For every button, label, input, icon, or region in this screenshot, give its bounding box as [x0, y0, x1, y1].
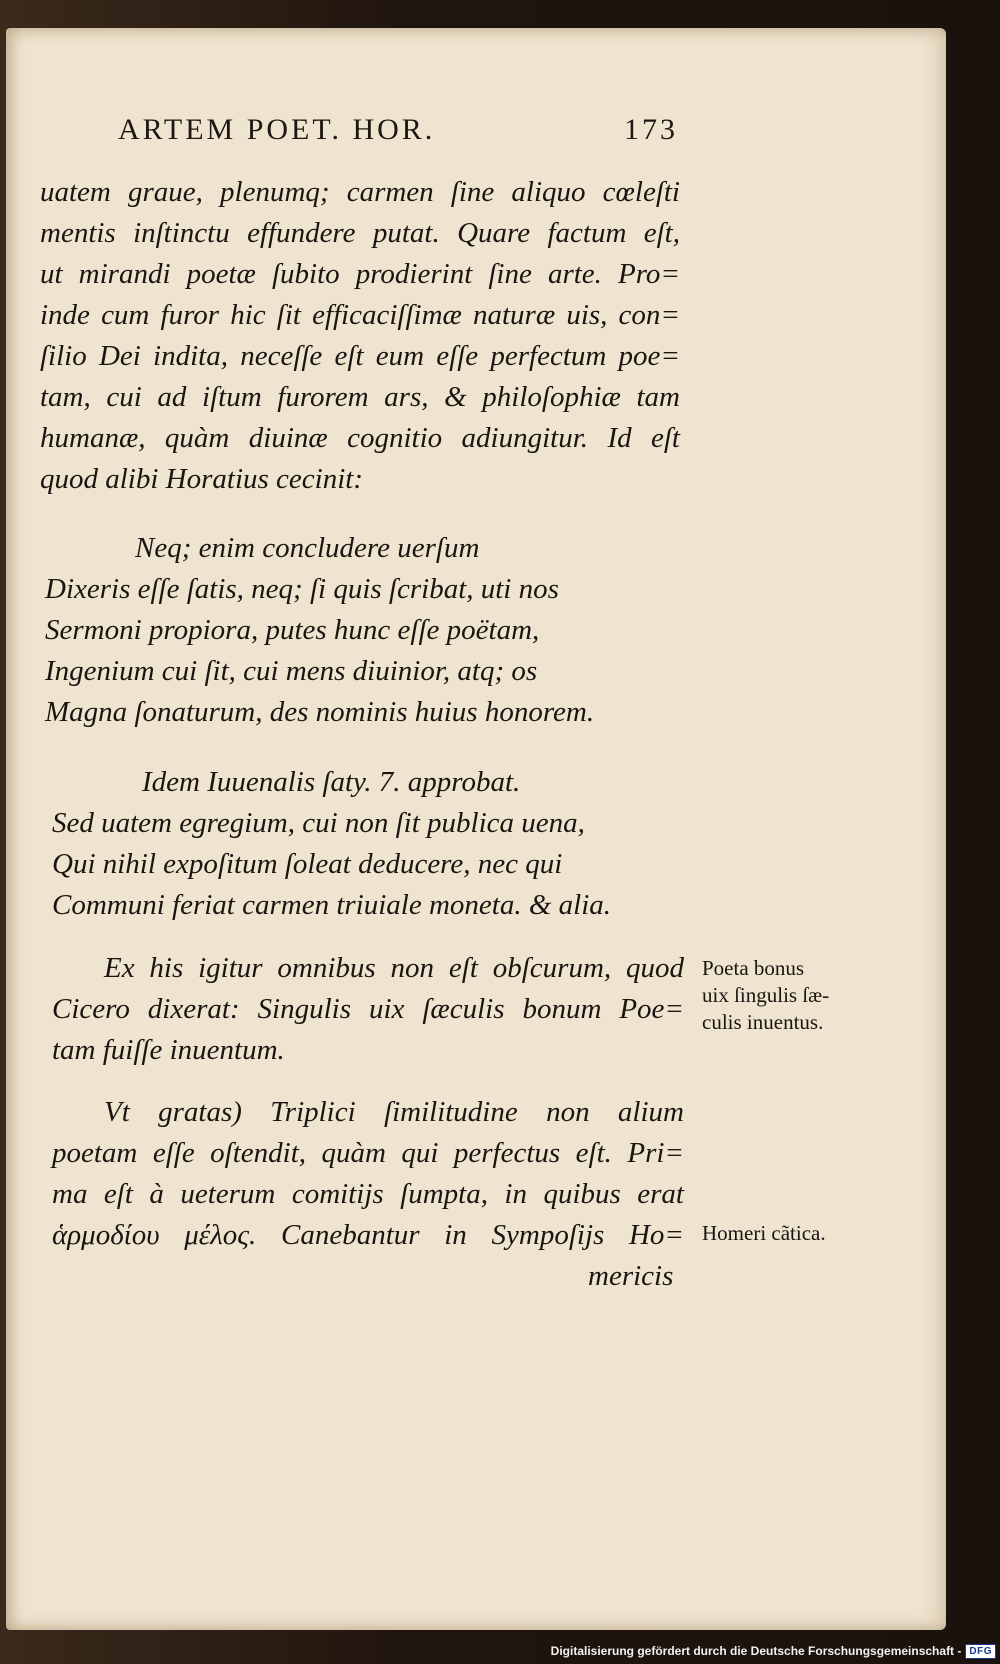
digitization-footer [551, 1642, 996, 1660]
margin-note-line: Homeri cãtica. [702, 1221, 826, 1245]
text-line: ἁρμοδίου μέλος. Canebantur in Sympoſijs Ho= [52, 1219, 684, 1251]
footer-credit: Digitalisierung gefördert durch die Deutsche Forschungsgemeinschaft - [550, 1644, 962, 1658]
verse-line: Qui nihil expoſitum ſoleat deducere, nec qui [52, 848, 563, 880]
text-line: tam, cui ad iſtum furorem ars, & philoſophiæ tam [40, 381, 680, 413]
text-line: Vt gratas) Triplici ſimilitudine non alium [104, 1096, 684, 1128]
running-head-title: ARTEM POET. HOR. [118, 113, 436, 146]
text-line: mentis inſtinctu effundere putat. Quare factum eſt, [40, 217, 680, 249]
verse-quotation-horace [45, 528, 645, 733]
catchword: mericis [588, 1260, 674, 1292]
text-line: humanæ, quàm diuinæ cognitio adiungitur. Id eſt [40, 422, 680, 454]
text-line: ma eſt à ueterum comitijs ſumpta, in quibus erat [52, 1178, 684, 1210]
page-number: 173 [624, 113, 678, 146]
dfg-logo: DFG [965, 1644, 996, 1659]
text-line: Cicero dixerat: Singulis uix ſæculis bonum Poe= [52, 993, 684, 1025]
margin-note-line: culis inuentus. [702, 1010, 824, 1034]
text-line: ſilio Dei indita, neceſſe eſt eum eſſe perfectum poe= [40, 340, 680, 372]
text-line: inde cum furor hic ſit efficaciſſimæ naturæ uis, con= [40, 299, 680, 331]
verse-line: Communi feriat carmen triuiale moneta. & alia. [52, 889, 612, 921]
verse-line: Magna ſonaturum, des nominis huius honorem. [45, 696, 595, 728]
text-line: poetam eſſe oſtendit, quàm qui perfectus eſt. Pri= [52, 1137, 684, 1169]
text-line: Ex his igitur omnibus non eſt obſcurum, quod [104, 952, 684, 984]
verse-line: Sed uatem egregium, cui non ſit publica uena, [52, 807, 585, 839]
verse-line: Sermoni propiora, putes hunc eſſe poëtam, [45, 614, 540, 646]
margin-note-line: Poeta bonus [702, 956, 805, 980]
text-line: uatem graue, plenumq; carmen ſine aliquo cœleſti [40, 176, 680, 208]
margin-note-line: uix ſingulis ſæ- [702, 983, 830, 1007]
margin-note-poeta-bonus [702, 955, 882, 1036]
verse-line: Ingenium cui ſit, cui mens diuinior, atq; os [45, 655, 538, 687]
paragraph-commentary-3 [52, 1092, 684, 1256]
text-line: ut mirandi poetæ ſubito prodierint ſine arte. Pro= [40, 258, 680, 290]
running-head [118, 108, 678, 152]
verse-quotation-juvenal [52, 762, 692, 926]
paragraph-commentary-1 [40, 172, 680, 500]
paragraph-commentary-2 [52, 948, 684, 1071]
verse-line: Neq; enim concludere uerſum [135, 532, 480, 564]
text-line: quod alibi Horatius cecinit: [40, 463, 363, 495]
verse-line: Idem Iuuenalis ſaty. 7. approbat. [142, 766, 521, 798]
margin-note-homeri-cantica [702, 1220, 882, 1247]
verse-line: Dixeris eſſe ſatis, neq; ſi quis ſcribat, uti nos [45, 573, 559, 605]
text-line: tam fuiſſe inuentum. [52, 1034, 285, 1066]
